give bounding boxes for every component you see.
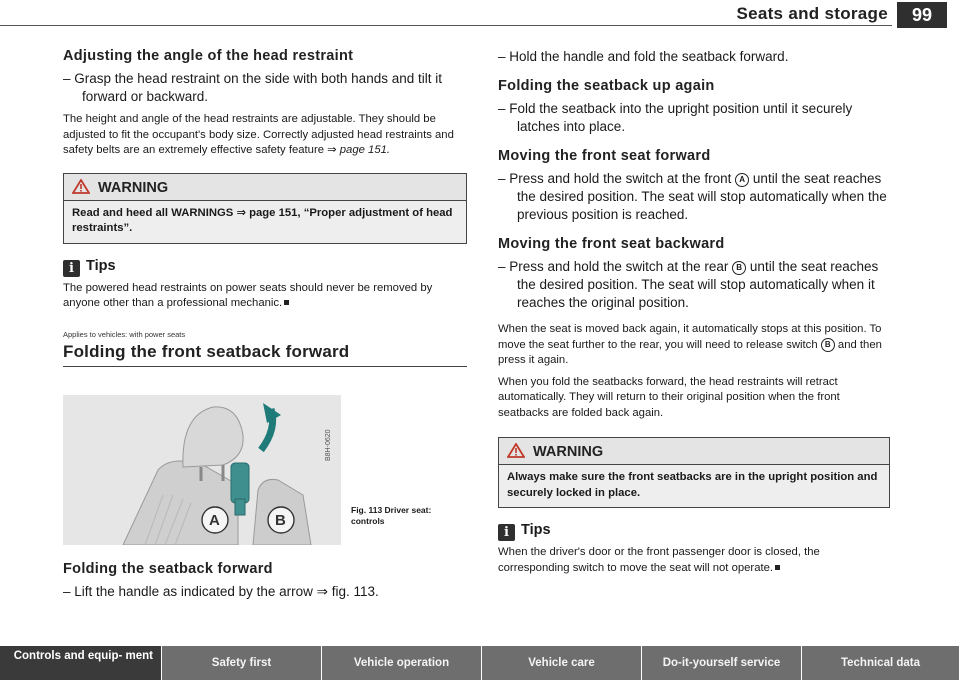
warning-box bbox=[498, 437, 890, 508]
heading-head-restraint-angle: Adjusting the angle of the head restraint bbox=[63, 48, 354, 64]
figure-113 bbox=[63, 395, 467, 545]
warning-triangle-icon bbox=[507, 444, 533, 460]
tab-diy-service[interactable]: Do-it-yourself service bbox=[642, 646, 802, 680]
step-tilt-head-restraint: – Grasp the head restraint on the side with both hands and tilt it forward or backward. bbox=[63, 71, 442, 104]
switch-b-icon: B bbox=[821, 338, 835, 352]
step-fold-forward: – Hold the handle and fold the seatback forward. bbox=[498, 49, 789, 64]
figure-label-b: B bbox=[275, 511, 286, 529]
section-title: Folding the front seatback forward bbox=[63, 342, 467, 367]
right-column bbox=[498, 48, 890, 582]
para-head-restraint-info: The height and angle of the head restraints are adjustable. They should be adjusted to fit the occupant's body size. Correctly adjusted head restraints and safety belts are an extremely effective safety feature ⇒ page 151. bbox=[63, 113, 454, 156]
warning-text: Read and heed all WARNINGS ⇒ page 151, “Proper adjustment of head restraints”. bbox=[64, 201, 466, 243]
step-seat-forward: – Press and hold the switch at the front A until the seat reaches the desired position. The seat will stop automatically when the previous position is reached. bbox=[498, 171, 887, 222]
header-rule bbox=[0, 25, 892, 26]
figure-label-a: A bbox=[209, 511, 220, 529]
applies-note: Applies to vehicles: with power seats bbox=[63, 329, 186, 339]
tips-text: When the driver's door or the front passenger door is closed, the corresponding switch to move the seat will not operate. bbox=[498, 546, 820, 574]
tips-title: Tips bbox=[521, 522, 551, 538]
info-icon: i bbox=[498, 524, 515, 541]
step-fold-up: – Fold the seatback into the upright position until it securely latches into place. bbox=[498, 101, 853, 134]
heading-seat-backward: Moving the front seat backward bbox=[498, 236, 725, 252]
heading-fold-up: Folding the seatback up again bbox=[498, 78, 715, 94]
tab-controls-equipment[interactable]: Controls and equip- ment bbox=[0, 646, 162, 680]
warning-box bbox=[63, 173, 467, 244]
tips-title: Tips bbox=[86, 257, 116, 274]
switch-a-icon: A bbox=[735, 173, 749, 187]
page-reference[interactable]: ⇒ page 151. bbox=[327, 144, 391, 156]
warning-header bbox=[499, 438, 889, 465]
running-head: Seats and storage bbox=[736, 4, 888, 23]
left-column bbox=[63, 48, 467, 607]
warning-header bbox=[64, 174, 466, 201]
figure-code: B8H-0620 bbox=[325, 428, 332, 461]
tab-vehicle-operation[interactable]: Vehicle operation bbox=[322, 646, 482, 680]
switch-b-icon: B bbox=[732, 261, 746, 275]
tab-technical-data[interactable]: Technical data bbox=[802, 646, 960, 680]
para-seat-stop: When the seat is moved back again, it automatically stops at this position. To move the seat further to the rear, you will need to release switch B and then press it again. bbox=[498, 323, 882, 366]
warning-triangle-icon bbox=[72, 180, 98, 196]
heading-fold-forward: Folding the seatback forward bbox=[63, 560, 273, 577]
tips-header bbox=[63, 258, 467, 277]
info-icon: i bbox=[63, 260, 80, 277]
tips-text: The powered head restraints on power seats should never be removed by anyone other than a professional mechanic. bbox=[63, 281, 433, 309]
page-number: 99 bbox=[897, 2, 947, 28]
tab-vehicle-care[interactable]: Vehicle care bbox=[482, 646, 642, 680]
end-mark-icon bbox=[775, 565, 780, 570]
heading-seat-forward: Moving the front seat forward bbox=[498, 148, 711, 164]
step-lift-handle: – Lift the handle as indicated by the arrow ⇒ fig. 113. bbox=[63, 583, 379, 599]
tab-safety-first[interactable]: Safety first bbox=[162, 646, 322, 680]
tips-header bbox=[498, 522, 890, 541]
para-head-restraints-retract: When you fold the seatbacks forward, the head restraints will retract automatically. They will return to their original position when the front seatbacks are folded back again. bbox=[498, 375, 840, 419]
seat-illustration bbox=[63, 395, 341, 545]
warning-text: Always make sure the front seatbacks are in the upright position and securely locked in place. bbox=[499, 465, 889, 507]
warning-title: WARNING bbox=[98, 179, 169, 196]
end-mark-icon bbox=[284, 300, 289, 305]
chapter-tabs bbox=[0, 646, 960, 680]
figure-caption: Fig. 113 Driver seat: controls bbox=[351, 504, 432, 526]
warning-title: WARNING bbox=[533, 444, 604, 460]
step-seat-backward: – Press and hold the switch at the rear B until the seat reaches the desired position. The seat will stop automatically when it reaches the original position. bbox=[498, 259, 879, 310]
